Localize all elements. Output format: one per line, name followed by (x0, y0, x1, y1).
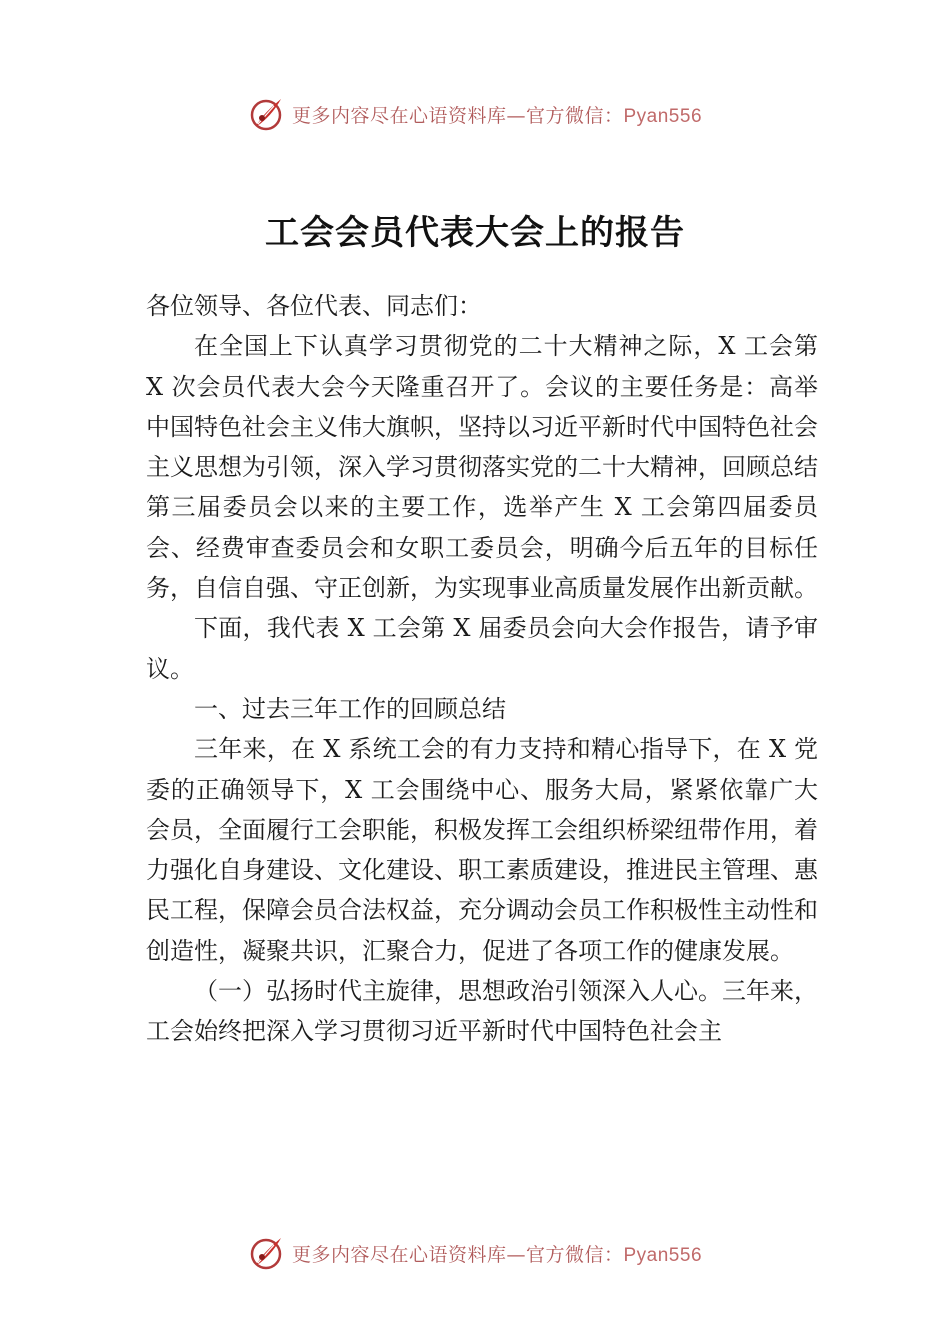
watermark-banner-top (0, 94, 950, 134)
paragraph-intro: 在全国上下认真学习贯彻党的二十大精神之际，X 工会第 X 次会员代表大会今天隆重召开了。会议的主要任务是：高举中国特色社会主义伟大旗帜，坚持以习近平新时代中国特色社会主义思想为引领，深入学习贯彻落实党的二十大精神，回顾总结第三届委员会以来的主要工作，选举产生 X 工会第四届委员会、经费审查委员会和女职工委员会，明确今后五年的目标任务，自信自强、守正创新，为实现事业高质量发展作出新贡献。 (146, 332, 818, 603)
paragraph-report-request: 下面，我代表 X 工会第 X 届委员会向大会作报告，请予审议。 (146, 614, 818, 683)
salutation: 各位领导、各位代表、同志们： (146, 292, 482, 320)
paragraph-subsection-1: （一）弘扬时代主旋律，思想政治引领深入人心。三年来，工会始终把深入学习贯彻习近平新时代中国特色社会主 (146, 977, 818, 1046)
quill-pen-logo-icon (248, 1235, 284, 1271)
watermark-text: 更多内容尽在心语资料库—官方微信：Pyan556 (291, 1243, 703, 1266)
section-heading: 一、过去三年工作的回顾总结 (194, 694, 506, 723)
watermark-banner-bottom (0, 1233, 950, 1273)
document-title: 工会会员代表大会上的报告 (265, 212, 685, 253)
paragraph-review: 三年来，在 X 系统工会的有力支持和精心指导下，在 X 党委的正确领导下，X 工会围绕中心、服务大局，紧紧依靠广大会员，全面履行工会职能，积极发挥工会组织桥梁纽带作用，着力强化自身建设、文化建设、职工素质建设，推进民主管理、惠民工程，保障会员合法权益，充分调动会员工作积极性主动性和创造性，凝聚共识，汇聚合力，促进了各项工作的健康发展。 (146, 735, 818, 965)
watermark-text: 更多内容尽在心语资料库—官方微信：Pyan556 (291, 104, 703, 127)
quill-pen-logo-icon (248, 96, 284, 132)
document-body (146, 286, 818, 1052)
